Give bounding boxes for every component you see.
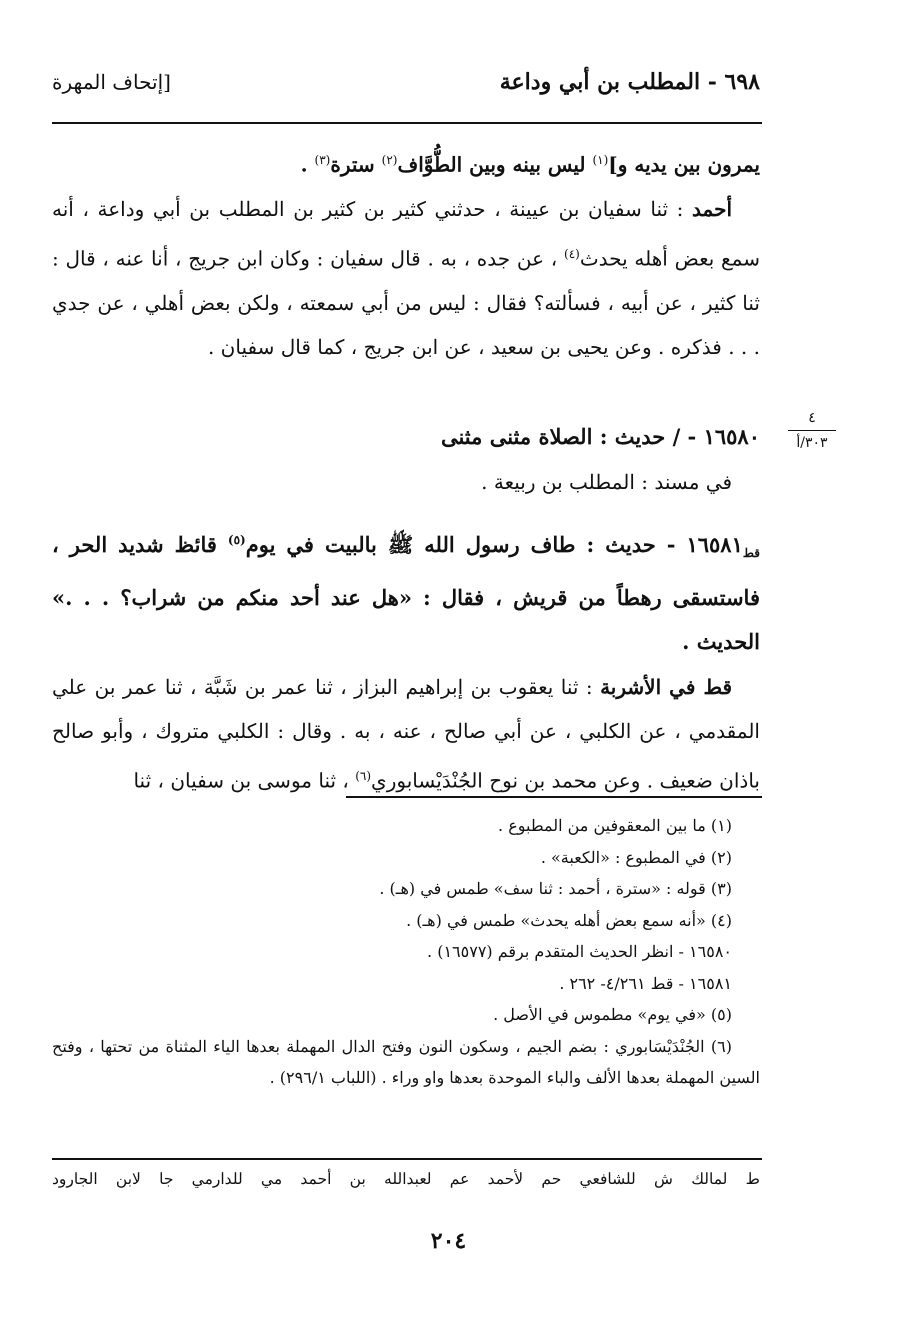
header-rule [52,122,762,124]
paragraph-text: : ثنا يعقوب بن إبراهيم البزاز ، ثنا عمر بن شَبَّة ، ثنا عمر بن علي المقدمي ، عن الكلبي ، عن أبي صالح ، عنه ، به . وقال : الكلبي متروك ، وأبو صالح باذان ضعيف . وعن محمد بن نوح الجُنْدَيْسابوري [52,674,760,793]
chapter-title: ٦٩٨ - المطلب بن أبي وداعة [499,69,760,95]
paragraph-text: : ثنا سفيان بن عيينة ، حدثني كثير بن كثير بن المطلب بن أبي وداعة ، أنه سمع بعض أهله يحدث [52,197,760,271]
footnote: (٢) في المطبوع : «الكعبة» . [540,847,732,867]
hadith-text [52,665,760,803]
footnote: (٦) الجُنْدَيْسَابوري : بضم الجيم ، وسكون النون وفتح الدال المهملة بعدها الياء المثناة من تحتها ، وفتح السين المهملة بعدها الألف والباء الموحدة بعدها واو وراء . (اللباب ٢٩٦/١) . [52,1036,760,1087]
paragraph-text: ، عن جده ، به . قال سفيان : وكان ابن جريج ، أنا عنه ، قال : ثنا كثير ، عن أبيه ، فسألته؟ فقال : ليس من أبي سمعته ، ولكن بعض أهلي ، عن جدي . . . فذكره . وعن يحيى بن سعيد ، عن ابن جريج ، كما قال سفيان . [52,246,760,360]
footnote: (٤) «أنه سمع بعض أهله يحدث» طمس في (هـ) . [406,910,732,930]
running-header [52,62,760,102]
main-text-block [52,138,760,370]
footnote-ref: (٤) [564,246,580,261]
hadith-heading [52,518,760,665]
hadith-heading: ١٦٥٨٠ - / حديث : الصلاة مثنى مثنى [440,424,760,449]
hadith-16580 [52,415,760,504]
footnotes-block [52,810,760,1094]
margin-note-top: ٤ [808,410,816,426]
margin-note-bottom: ٣٠٣/أ [796,435,828,451]
bold-text: ليس بينه وبين الطُّوَّاف [397,152,593,177]
footnote-ref: (١) [592,153,609,167]
footnote-separator [346,796,762,798]
footnote-ref: (٢) [381,153,398,167]
footnote: ١٦٥٨٠ - انظر الحديث المتقدم برقم (١٦٥٧٧) . [427,942,732,961]
source-siglum: قط في الأشربة [600,674,732,699]
footnote: ١٦٥٨١ - قط ٤/٢٦١- ٢٦٢ . [559,973,732,993]
margin-note-line [788,430,836,431]
abbreviations-legend: ط لمالك ش للشافعي حم لأحمد عم لعبدالله بن أحمد مي للدارمي جا لابن الجارود [52,1170,760,1188]
bold-text: . [300,152,315,177]
hadith-text: في مسند : المطلب بن ربيعة . [481,469,732,494]
footnote-ref: (٣) [314,153,331,167]
margin-folio-note [782,408,842,453]
legend-rule [52,1158,762,1160]
paragraph-ahmad [52,187,760,370]
footnote: (٣) قوله : «سترة ، أحمد : ثنا سف» طمس في (هـ) . [379,879,732,898]
footnote-ref: (٥) [227,533,246,547]
page-number: ٢٠٤ [430,1228,467,1254]
book-title: [إتحاف المهرة [52,70,171,94]
footnote-ref: (٦) [355,768,372,783]
source-siglum: قط [742,546,760,561]
paragraph-continuation [52,138,760,187]
bold-text: سترة [330,152,382,177]
footnote: (١) ما بين المعقوفين من المطبوع . [498,816,732,835]
source-siglum: أحمد [692,197,732,222]
hadith-heading-text: ١٦٥٨١ - حديث : طاف رسول الله ﷺ بالبيت في يوم [245,532,743,557]
footnote: (٥) «في يوم» مطموس في الأصل . [493,1005,732,1024]
paragraph-text: ، ثنا موسى بن سفيان ، ثنا [133,768,356,793]
hadith-16581 [52,518,760,803]
bold-text: يمرون بين يديه و] [608,152,760,177]
hadith-heading-text: قائظ شديد الحر ، فاستسقى رهطاً من قريش ، فقال : «هل عند أحد منكم من شراب؟ . . .» الحديث . [52,532,760,655]
